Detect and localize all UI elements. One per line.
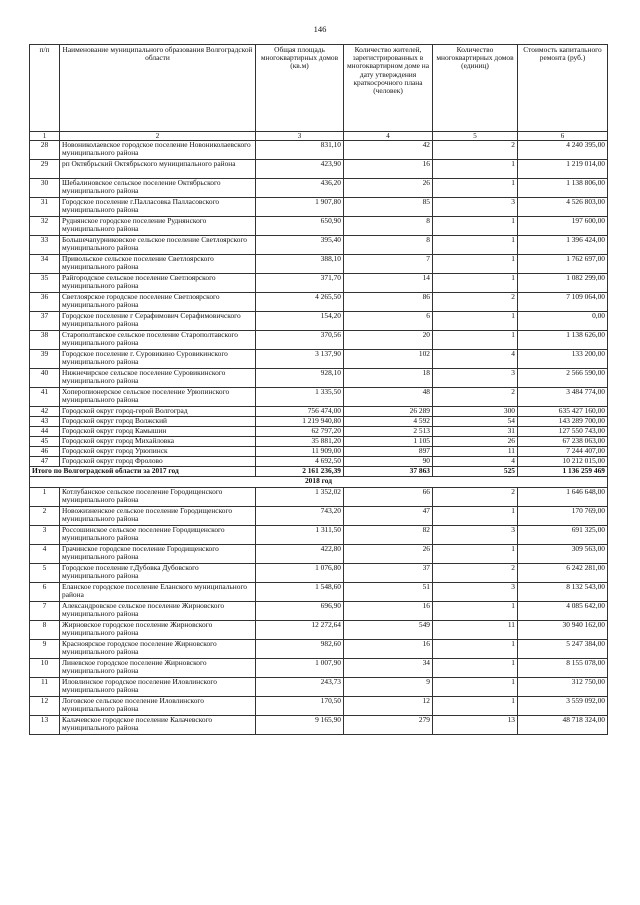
row-number: 8 (30, 621, 60, 640)
row-number: 40 (30, 369, 60, 388)
houses-value: 2 (433, 388, 518, 407)
capital-repair-table (29, 44, 608, 735)
houses-value: 1 (433, 602, 518, 621)
municipality-name: Городской округ город Урюпинск (60, 447, 256, 457)
cost-value: 1 138 806,00 (518, 179, 608, 198)
municipality-name: Калачевское городское поселение Калачевского муниципального района (60, 716, 256, 735)
cost-value: 7 244 407,00 (518, 447, 608, 457)
total-residents: 37 863 (344, 467, 433, 477)
municipality-name: Жирновское городское поселение Жирновского муниципального района (60, 621, 256, 640)
residents-value: 8 (344, 217, 433, 236)
row-number: 37 (30, 312, 60, 331)
row-number: 2 (30, 507, 60, 526)
table-row (30, 388, 608, 407)
row-number: 9 (30, 640, 60, 659)
residents-value: 34 (344, 659, 433, 678)
area-value: 1 335,50 (256, 388, 344, 407)
table-row (30, 507, 608, 526)
rows-2017 (30, 141, 608, 467)
area-value: 696,90 (256, 602, 344, 621)
table-row (30, 457, 608, 467)
area-value: 982,60 (256, 640, 344, 659)
row-number: 3 (30, 526, 60, 545)
table-row (30, 217, 608, 236)
total-label: Итого по Волгоградской области за 2017 год (30, 467, 256, 477)
cost-value: 48 718 324,00 (518, 716, 608, 735)
row-number: 45 (30, 437, 60, 447)
houses-value: 1 (433, 659, 518, 678)
residents-value: 90 (344, 457, 433, 467)
table-row (30, 427, 608, 437)
residents-value: 51 (344, 583, 433, 602)
residents-value: 66 (344, 488, 433, 507)
total-houses: 525 (433, 467, 518, 477)
houses-value: 1 (433, 331, 518, 350)
houses-value: 54 (433, 417, 518, 427)
municipality-name: Россошинское сельское поселение Городищенского муниципального района (60, 526, 256, 545)
houses-value: 3 (433, 526, 518, 545)
area-value: 423,90 (256, 160, 344, 179)
houses-value: 3 (433, 369, 518, 388)
header-houses: Количество многоквартирных домов (единиц) (433, 45, 518, 132)
residents-value: 26 (344, 545, 433, 564)
row-number: 46 (30, 447, 60, 457)
table-row (30, 659, 608, 678)
municipality-name: Шебалиновское сельское поселение Октябрьского муниципального района (60, 179, 256, 198)
houses-value: 2 (433, 141, 518, 160)
municipality-name: Старополтавское сельское поселение Старополтавского муниципального района (60, 331, 256, 350)
area-value: 1 907,80 (256, 198, 344, 217)
column-number: 4 (344, 132, 433, 141)
residents-value: 86 (344, 293, 433, 312)
row-number: 39 (30, 350, 60, 369)
row-number: 34 (30, 255, 60, 274)
total-2017 (30, 467, 608, 488)
row-number: 44 (30, 427, 60, 437)
houses-value: 300 (433, 407, 518, 417)
table-row (30, 274, 608, 293)
houses-value: 4 (433, 350, 518, 369)
area-value: 12 272,64 (256, 621, 344, 640)
header-cost: Стоимость капитального ремонта (руб.) (518, 45, 608, 132)
area-value: 3 137,90 (256, 350, 344, 369)
residents-value: 16 (344, 160, 433, 179)
municipality-name: Новониколаевское городское поселение Новониколаевского муниципального района (60, 141, 256, 160)
residents-value: 82 (344, 526, 433, 545)
residents-value: 12 (344, 697, 433, 716)
row-number: 36 (30, 293, 60, 312)
area-value: 756 474,00 (256, 407, 344, 417)
row-number: 13 (30, 716, 60, 735)
cost-value: 1 138 626,00 (518, 331, 608, 350)
cost-value: 67 238 063,00 (518, 437, 608, 447)
cost-value: 3 484 774,00 (518, 388, 608, 407)
cost-value: 133 200,00 (518, 350, 608, 369)
area-value: 4 692,50 (256, 457, 344, 467)
table-row (30, 447, 608, 457)
cost-value: 127 550 743,00 (518, 427, 608, 437)
cost-value: 10 212 015,00 (518, 457, 608, 467)
houses-value: 3 (433, 198, 518, 217)
municipality-name: Новожизненское сельское поселение Городищенского муниципального района (60, 507, 256, 526)
cost-value: 4 085 642,00 (518, 602, 608, 621)
area-value: 650,90 (256, 217, 344, 236)
municipality-name: Красноярское городское поселение Жирновского муниципального района (60, 640, 256, 659)
cost-value: 1 082 299,00 (518, 274, 608, 293)
column-number: 5 (433, 132, 518, 141)
row-number: 10 (30, 659, 60, 678)
residents-value: 16 (344, 602, 433, 621)
cost-value: 3 559 092,00 (518, 697, 608, 716)
row-number: 32 (30, 217, 60, 236)
table-row (30, 369, 608, 388)
municipality-name: Руднянское городское поселение Руднянского муниципального района (60, 217, 256, 236)
area-value: 1 352,02 (256, 488, 344, 507)
houses-value: 1 (433, 312, 518, 331)
row-number: 47 (30, 457, 60, 467)
cost-value: 312 750,00 (518, 678, 608, 697)
municipality-name: Нижнечирское сельское поселение Суровикинского муниципального района (60, 369, 256, 388)
row-number: 33 (30, 236, 60, 255)
residents-value: 48 (344, 388, 433, 407)
table-row (30, 545, 608, 564)
houses-value: 2 (433, 488, 518, 507)
table-row (30, 437, 608, 447)
column-number: 6 (518, 132, 608, 141)
total-row (30, 467, 608, 477)
table-row (30, 160, 608, 179)
municipality-name: Еланское городское поселение Еланского муниципального района (60, 583, 256, 602)
cost-value: 4 526 803,00 (518, 198, 608, 217)
cost-value: 2 566 590,00 (518, 369, 608, 388)
municipality-name: Райгородское сельское поселение Светлоярского муниципального района (60, 274, 256, 293)
houses-value: 1 (433, 697, 518, 716)
houses-value: 2 (433, 293, 518, 312)
residents-value: 7 (344, 255, 433, 274)
table-row (30, 716, 608, 735)
residents-value: 897 (344, 447, 433, 457)
header-residents: Количество жителей, зарегистрированных в многоквартирном доме на дату утверждения краткосрочного плана (человек) (344, 45, 433, 132)
table-row (30, 141, 608, 160)
municipality-name: Логовское сельское поселение Иловлинского муниципального района (60, 697, 256, 716)
municipality-name: Городское поселение г. Суровикино Суровикинского муниципального района (60, 350, 256, 369)
municipality-name: Котлубанское сельское поселение Городищенского муниципального района (60, 488, 256, 507)
municipality-name: Привольское сельское поселение Светлоярского муниципального района (60, 255, 256, 274)
area-value: 422,80 (256, 545, 344, 564)
houses-value: 1 (433, 236, 518, 255)
table-row (30, 488, 608, 507)
residents-value: 9 (344, 678, 433, 697)
page-number: 146 (313, 24, 327, 34)
area-value: 436,20 (256, 179, 344, 198)
houses-value: 1 (433, 678, 518, 697)
area-value: 388,10 (256, 255, 344, 274)
table-row (30, 236, 608, 255)
cost-value: 8 155 078,00 (518, 659, 608, 678)
houses-value: 1 (433, 160, 518, 179)
table-row (30, 602, 608, 621)
rows-2018 (30, 488, 608, 735)
table-row (30, 293, 608, 312)
area-value: 831,10 (256, 141, 344, 160)
total-cost: 1 136 259 469 (518, 467, 608, 477)
cost-value: 309 563,00 (518, 545, 608, 564)
cost-value: 691 325,00 (518, 526, 608, 545)
residents-value: 4 592 (344, 417, 433, 427)
row-number: 11 (30, 678, 60, 697)
table-row (30, 583, 608, 602)
row-number: 31 (30, 198, 60, 217)
residents-value: 20 (344, 331, 433, 350)
municipality-name: Городской округ город Михайловка (60, 437, 256, 447)
column-number: 3 (256, 132, 344, 141)
cost-value: 197 600,00 (518, 217, 608, 236)
municipality-name: Городской округ город Фролово (60, 457, 256, 467)
cost-value: 6 242 281,00 (518, 564, 608, 583)
area-value: 1 548,60 (256, 583, 344, 602)
area-value: 371,70 (256, 274, 344, 293)
area-value: 35 881,20 (256, 437, 344, 447)
cost-value: 1 396 424,00 (518, 236, 608, 255)
row-number: 28 (30, 141, 60, 160)
row-number: 29 (30, 160, 60, 179)
residents-value: 6 (344, 312, 433, 331)
table-row (30, 179, 608, 198)
residents-value: 2 513 (344, 427, 433, 437)
row-number: 42 (30, 407, 60, 417)
area-value: 928,10 (256, 369, 344, 388)
area-value: 243,73 (256, 678, 344, 697)
residents-value: 549 (344, 621, 433, 640)
cost-value: 4 240 395,00 (518, 141, 608, 160)
row-number: 38 (30, 331, 60, 350)
houses-value: 1 (433, 640, 518, 659)
residents-value: 279 (344, 716, 433, 735)
residents-value: 102 (344, 350, 433, 369)
section-title-2018: 2018 год (30, 477, 608, 488)
cost-value: 30 940 162,00 (518, 621, 608, 640)
table-row (30, 640, 608, 659)
area-value: 370,56 (256, 331, 344, 350)
cost-value: 8 132 543,00 (518, 583, 608, 602)
header-area: Общая площадь многоквартирных домов (кв.м) (256, 45, 344, 132)
column-number: 1 (30, 132, 60, 141)
municipality-name: Городское поселение г.Палласовка Палласовского муниципального района (60, 198, 256, 217)
cost-value: 143 289 700,00 (518, 417, 608, 427)
table-row (30, 331, 608, 350)
residents-value: 26 (344, 179, 433, 198)
area-value: 9 165,90 (256, 716, 344, 735)
houses-value: 1 (433, 507, 518, 526)
table-row (30, 198, 608, 217)
cost-value: 0,00 (518, 312, 608, 331)
cost-value: 1 219 014,00 (518, 160, 608, 179)
area-value: 11 909,00 (256, 447, 344, 457)
houses-value: 1 (433, 274, 518, 293)
area-value: 1 311,50 (256, 526, 344, 545)
houses-value: 1 (433, 255, 518, 274)
table-row (30, 312, 608, 331)
row-number: 43 (30, 417, 60, 427)
residents-value: 47 (344, 507, 433, 526)
area-value: 395,40 (256, 236, 344, 255)
table-row (30, 678, 608, 697)
area-value: 154,20 (256, 312, 344, 331)
residents-value: 42 (344, 141, 433, 160)
header-name: Наименование муниципального образования Волгоградской области (60, 45, 256, 132)
area-value: 1 076,80 (256, 564, 344, 583)
row-number: 35 (30, 274, 60, 293)
residents-value: 16 (344, 640, 433, 659)
area-value: 1 007,90 (256, 659, 344, 678)
row-number: 4 (30, 545, 60, 564)
houses-value: 11 (433, 447, 518, 457)
table-row (30, 407, 608, 417)
area-value: 170,50 (256, 697, 344, 716)
cost-value: 170 769,00 (518, 507, 608, 526)
houses-value: 11 (433, 621, 518, 640)
area-value: 743,20 (256, 507, 344, 526)
municipality-name: Большечапурниковское сельское поселение Светлоярского муниципального района (60, 236, 256, 255)
municipality-name: Иловлинское городское поселение Иловлинского муниципального района (60, 678, 256, 697)
municipality-name: Городское поселение г.Дубовка Дубовского муниципального района (60, 564, 256, 583)
municipality-name: Хоперопионерское сельское поселение Урюпинского муниципального района (60, 388, 256, 407)
row-number: 30 (30, 179, 60, 198)
municipality-name: Городское поселение г Серафимович Серафимовичского муниципального района (60, 312, 256, 331)
row-number: 1 (30, 488, 60, 507)
residents-value: 1 105 (344, 437, 433, 447)
cost-value: 5 247 384,00 (518, 640, 608, 659)
residents-value: 85 (344, 198, 433, 217)
table-row (30, 621, 608, 640)
table-row (30, 255, 608, 274)
houses-value: 2 (433, 564, 518, 583)
houses-value: 13 (433, 716, 518, 735)
table-row (30, 417, 608, 427)
municipality-name: Светлоярское городское поселение Светлоярского муниципального района (60, 293, 256, 312)
cost-value: 1 762 697,00 (518, 255, 608, 274)
row-number: 12 (30, 697, 60, 716)
area-value: 62 797,20 (256, 427, 344, 437)
area-value: 4 265,50 (256, 293, 344, 312)
houses-value: 26 (433, 437, 518, 447)
header-no: п/п (30, 45, 60, 132)
houses-value: 1 (433, 179, 518, 198)
row-number: 41 (30, 388, 60, 407)
row-number: 5 (30, 564, 60, 583)
residents-value: 18 (344, 369, 433, 388)
total-area: 2 161 236,39 (256, 467, 344, 477)
column-number: 2 (60, 132, 256, 141)
houses-value: 1 (433, 217, 518, 236)
residents-value: 37 (344, 564, 433, 583)
municipality-name: Грачинское городское поселение Городищенского муниципального района (60, 545, 256, 564)
table-header-row (30, 45, 608, 132)
municipality-name: Городской округ город Волжский (60, 417, 256, 427)
cost-value: 1 646 648,00 (518, 488, 608, 507)
municipality-name: Линевское городское поселение Жирновского муниципального района (60, 659, 256, 678)
area-value: 1 219 940,80 (256, 417, 344, 427)
houses-value: 31 (433, 427, 518, 437)
table-row (30, 564, 608, 583)
municipality-name: Городской округ город-герой Волгоград (60, 407, 256, 417)
residents-value: 14 (344, 274, 433, 293)
houses-value: 4 (433, 457, 518, 467)
row-number: 6 (30, 583, 60, 602)
municipality-name: рп Октябрьский Октябрьского муниципального района (60, 160, 256, 179)
table-row (30, 526, 608, 545)
houses-value: 3 (433, 583, 518, 602)
cost-value: 7 109 064,00 (518, 293, 608, 312)
residents-value: 8 (344, 236, 433, 255)
table-row (30, 697, 608, 716)
municipality-name: Александровское сельское поселение Жирновского муниципального района (60, 602, 256, 621)
table-row (30, 350, 608, 369)
column-number-row (30, 132, 608, 141)
residents-value: 26 289 (344, 407, 433, 417)
section-row (30, 477, 608, 488)
houses-value: 1 (433, 545, 518, 564)
row-number: 7 (30, 602, 60, 621)
cost-value: 635 427 160,00 (518, 407, 608, 417)
municipality-name: Городской округ город Камышин (60, 427, 256, 437)
